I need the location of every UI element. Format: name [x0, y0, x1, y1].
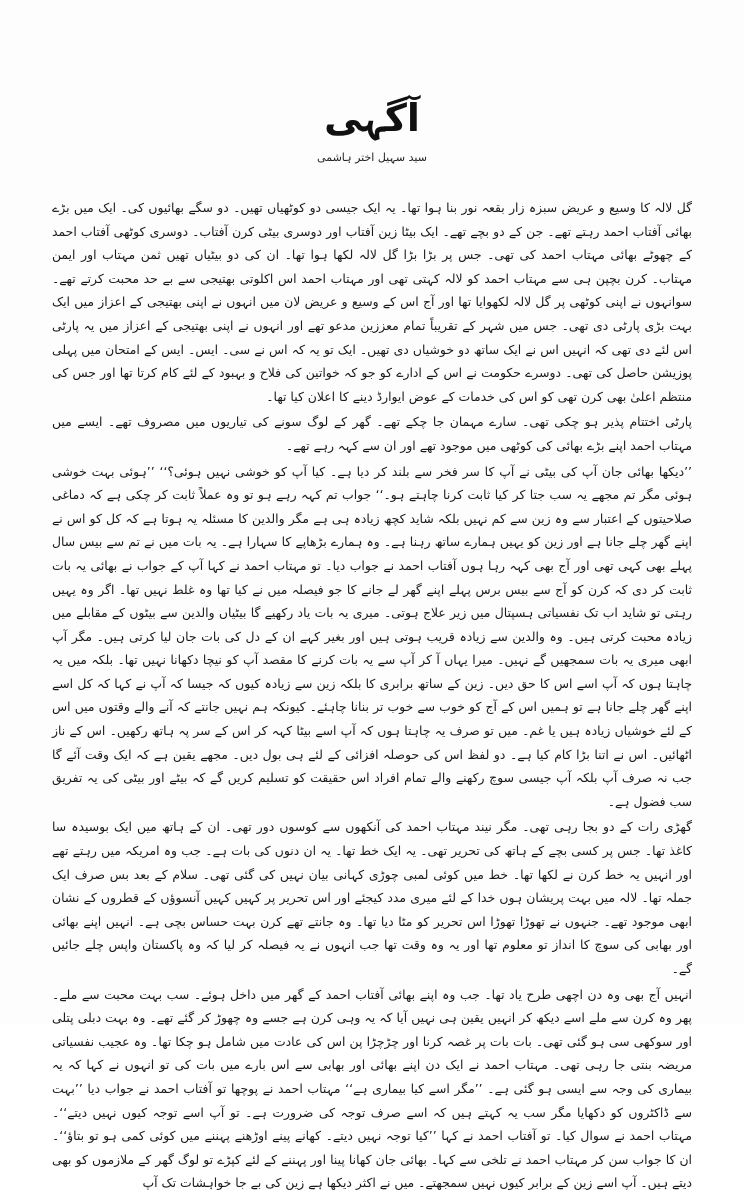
paragraph-4: گھڑی رات کے دو بجا رہی تھی۔ مگر نیند مہتاب احمد کی آنکھوں سے کوسوں دور تھی۔ ان کے ہاتھ میں ایک بوسیدہ سا کاغذ تھا۔ جس پر کسی بچے کے ہاتھ کی تحریر تھی۔ یہ ایک خط تھا۔ یہ ان دنوں کی بات ہے۔ جب وہ امریکہ میں رہتے تھے اور انہیں یہ خط کرن نے لکھا تھا۔ خط میں کوئی لمبی چوڑی کہانی بیان نہیں کی گئی تھی۔ سلام کے بعد بس صرف ایک جملہ تھا۔ لالہ میں بہت پریشان ہوں خدا کے لئے میری مدد کیجئے اور اس تحریر پر کہیں کہیں آنسوؤں کے قطروں کے نشان ابھی موجود تھے۔ جنہوں نے تھوڑا تھوڑا اس تحریر کو مٹا دیا تھا۔ وہ جانتے تھے کرن بہت حساس بچی ہے۔ انہیں اپنے بھائی اور بھابی کی سوچ کا انداز تو معلوم تھا اور یہ وہ وقت تھا جب انہوں نے یہ فیصلہ کر لیا کہ وہ پاکستان واپس چلے جائیں گے۔ — [52, 819, 692, 976]
paragraph-3: ’’دیکھا بھائی جان آپ کی بیٹی نے آپ کا سر فخر سے بلند کر دیا ہے۔ کیا آپ کو خوشی نہیں ہوئی؟‘‘ ’’ہوئی بہت خوشی ہوئی مگر تم مجھے یہ سب جتا کر کیا ثابت کرنا چاہتے ہو۔‘‘ جواب تم کہہ رہے ہو تو وہ عملاً ثابت کر چکی ہے کہ دماغی صلاحیتوں کے اعتبار سے وہ زین سے کم نہیں بلکہ شاید کچھ زیادہ ہی ہے مگر والدین کا مسئلہ یہ ہوتا ہے کہ کل کو اس نے اپنے گھر چلے جانا ہے اور زین کو یہیں ہمارے ساتھ رہنا ہے۔ وہ ہمارے بڑھاپے کا سہارا ہے۔ یہ بات میں نے تم سے بیس سال پہلے بھی کہی تھی اور آج بھی کہہ رہا ہوں آفتاب احمد نے جواب دیا۔ تو مہتاب احمد نے کہا آپ کے جواب نے بھائی یہ بات ثابت کر دی کہ کرن کو آج سے بیس برس پہلے اپنے گھر لے جانے کا جو فیصلہ میں نے کیا تھا وہ غلط نہیں تھا۔ اگر وہ یہیں رہتی تو شاید اب تک نفسیاتی ہسپتال میں زیر علاج ہوتی۔ میری یہ بات یاد رکھیے گا بیٹیاں والدین سے بیٹوں کے مقابلے میں زیادہ محبت کرتی ہیں۔ وہ والدین سے زیادہ قریب ہوتی ہیں اور بغیر کہے ان کے دل کی بات جان لیا کرتی ہیں۔ مگر آپ ابھی میری یہ بات سمجھیں گے نہیں۔ میرا یہاں آ کر آپ سے یہ بات کرنے کا مقصد آپ کو نیچا دکھانا نہیں تھا۔ بلکہ میں یہ چاہتا ہوں کہ آپ اسے اس کا حق دیں۔ زین کے ساتھ برابری کا بلکہ زین سے زیادہ کیوں کہ جیسا کہ آپ نے کہا کہ کل اسے اپنے گھر چلے جانا ہے تو ہمیں اس کے آج کو خوب سے خوب تر بنانا چاہئے۔ کیونکہ ہم نہیں جانتے کہ آنے والے وقتوں میں اس کے لئے خوشیاں زیادہ ہیں یا غم۔ میں تو صرف یہ چاہتا ہوں کہ آپ اسے بیٹا کہہ کر اس کے سر پہ ہاتھ رکھیں۔ اس کے ناز اٹھائیں۔ اس نے اتنا بڑا کام کیا ہے۔ دو لفظ اس کی حوصلہ افزائی کے لئے ہی بول دیں۔ مجھے یقین ہے کہ ایک وقت آئے گا جب نہ صرف آپ بلکہ آپ جیسی سوچ رکھنے والے تمام افراد اس حقیقت کو تسلیم کریں گے کہ بیٹے اور بیٹی کی یہ تفریق سب فضول ہے۔ — [52, 463, 692, 809]
paragraph-5: انہیں آج بھی وہ دن اچھی طرح یاد تھا۔ جب وہ اپنے بھائی آفتاب احمد کے گھر میں داخل ہوئے۔ سب بہت محبت سے ملے۔ پھر وہ کرن سے ملے اسے دیکھ کر انہیں یقین ہی نہیں آیا کہ یہ وہی کرن ہے جسے وہ چھوڑ کر گئے تھے۔ وہ بہت دبلی پتلی اور سوکھی سی ہو گئی تھی۔ بات بات پر غصہ کرنا اور چڑچڑا پن اس کی عادت میں شامل ہو چکا تھا۔ وہ عجیب نفسیاتی مریضہ بنتی جا رہی تھی۔ مہتاب احمد نے ایک دن اپنے بھائی اور بھابی سے اس بارے میں بات کی تو انہوں نے کہا کہ یہ بیماری کی وجہ سے ایسی ہو گئی ہے۔ ’’مگر اسے کیا بیماری ہے‘‘ مہتاب احمد نے پوچھا تو آفتاب احمد نے جواب دیا ’’بہت سے ڈاکٹروں کو دکھایا مگر سب یہ کہتے ہیں کہ اسے صرف توجہ کی ضرورت ہے۔ تو آپ اسے توجہ کیوں نہیں دیتے‘‘۔ مہتاب احمد نے سوال کیا۔ تو آفتاب احمد نے کہا ’’کیا توجہ نہیں دیتے۔ کھانے پینے اوڑھنے پہننے میں کوئی کمی ہو تو بتاؤ‘‘۔ ان کا جواب سن کر مہتاب احمد نے تلخی سے کہا۔ بھائی جان کھانا پینا اور پہننے کے لئے کپڑے تو لوگ گھر کے ملازموں کو بھی دیتے ہیں۔ آپ اسے زین کے برابر کیوں نہیں سمجھتے۔ میں نے اکثر دیکھا ہے زین کی بے جا خواہشات تک آپ — [52, 986, 692, 1191]
story-title: آگہی — [324, 96, 420, 140]
story-body — [52, 196, 692, 1195]
paragraph-1: گل لالہ کا وسیع و عریض سبزہ زار بقعہ نور بنا ہوا تھا۔ یہ ایک جیسی دو کوٹھیاں تھیں۔ دو سگے بھائیوں کی۔ ایک میں بڑے بھائی آفتاب احمد رہتے تھے۔ جن کے دو بچے تھے۔ ایک بیٹا زین آفتاب اور دوسری بیٹی کرن آفتاب۔ دوسری کوٹھی آفتاب احمد کے چھوٹے بھائی مہتاب احمد کی تھی۔ جس پر بڑا بڑا گل لالہ لکھا ہوا تھا۔ ان کی دو بیٹیاں تھیں ثمن مہتاب اور ایمن مہتاب۔ کرن بچپن ہی سے مہتاب احمد کو لالہ کہتی تھی اور مہتاب احمد اس اکلوتی بھتیجی سے بے حد محبت کرتے تھے۔ سوانہوں نے اپنی کوٹھی پر گل لالہ لکھوایا تھا اور آج اس کے وسیع و عریض لان میں انہوں نے اپنی بھتیجی کے اعزاز میں ایک بہت بڑی پارٹی دی تھی۔ جس میں شہر کے تقریباً تمام معززین مدعو تھے اور انہوں نے اپنی بھتیجی کے اعزاز میں یہ پارٹی اس لئے دی تھی کہ انہیں اس نے ایک ساتھ دو خوشیاں دی تھیں۔ ایک تو یہ کہ اس نے سی۔ ایس۔ ایس کے امتحان میں پہلی پوزیشن حاصل کی تھی۔ دوسرے حکومت نے اس کے ادارے کو جو کہ خواتین کی فلاح و بہبود کے لئے کام کرتا تھا اور جس کی منتظم اعلیٰ بھی کرن تھی کو اس کی خدمات کے عوض ایوارڈ دینے کا اعلان کیا تھا۔ — [52, 200, 692, 404]
author-name: سید سہیل اختر ہاشمی — [317, 151, 427, 164]
paragraph-2: پارٹی اختتام پذیر ہو چکی تھی۔ سارے مہمان جا چکے تھے۔ گھر کے لوگ سونے کی تیاریوں میں مصروف تھے۔ ایسے میں مہتاب احمد اپنے بڑے بھائی کی کوٹھی میں موجود تھے اور ان سے کہہ رہے تھے۔ — [52, 414, 692, 453]
